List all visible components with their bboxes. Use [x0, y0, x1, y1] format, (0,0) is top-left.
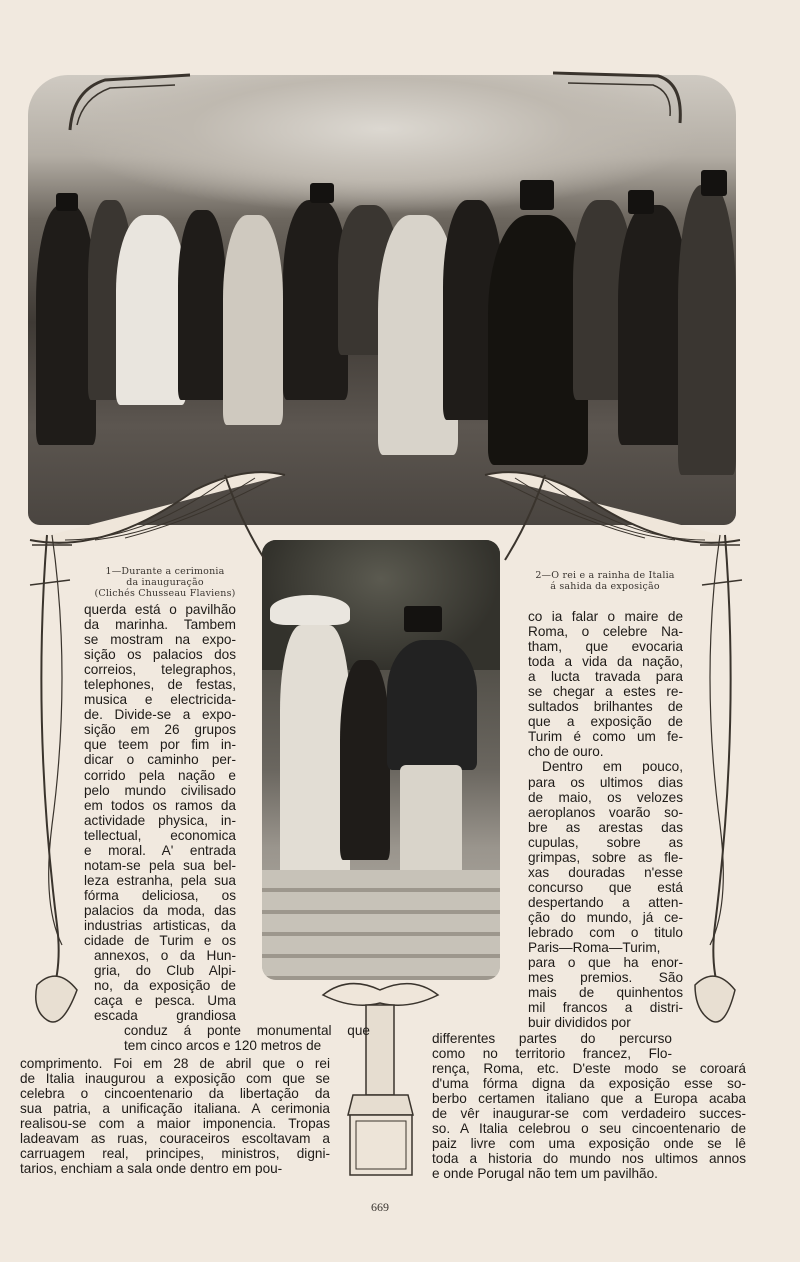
text-line: tellectual, economica — [84, 827, 236, 843]
text-line: grimpas, sobre as fle- — [528, 849, 683, 865]
ornament-center-pedestal-icon — [318, 975, 443, 1185]
caption-photo-2 — [520, 570, 690, 592]
text-line: carruagem real, principes, ministros, digni- — [20, 1146, 330, 1162]
text-line: paiz livre com uma exposição onde se lê — [432, 1136, 746, 1152]
text-line: d'uma fórma digna da exposição esse so- — [432, 1076, 746, 1092]
text-line: conduz á ponte monumental que — [124, 1023, 370, 1039]
caption-photo-1 — [85, 566, 245, 599]
text-line: de vêr inaugurar-se com verdadeiro succes- — [432, 1106, 746, 1122]
text-line: Dentro em pouco, — [542, 759, 683, 775]
text-line: sição os palacios dos — [84, 647, 236, 663]
text-line: notam-se pela sua bel- — [84, 857, 236, 873]
text-line: em todos os ramos da — [84, 797, 236, 813]
text-line: que a exposição de — [528, 714, 683, 730]
text-column-left-full — [20, 1056, 330, 1176]
text-line: aeroplanos voarão so- — [528, 804, 683, 820]
text-line: rença, Roma, etc. D'este modo se coroará — [432, 1061, 746, 1077]
text-line: comprimento. Foi em 28 de abril que o rei — [20, 1056, 330, 1071]
ornament-left-vine-column-icon — [22, 525, 92, 1045]
caption-line: (Clichés Chusseau Flaviens) — [94, 588, 236, 599]
caption-line: 2—O rei e a rainha de Italia — [535, 570, 675, 581]
text-column-right-full — [432, 1031, 746, 1181]
text-line: musica e electricida- — [84, 692, 236, 708]
text-line: caça e pesca. Uma — [94, 993, 236, 1009]
text-line: cho de ouro. — [528, 744, 604, 760]
text-line: a lucta travada para — [528, 669, 683, 685]
text-line: sição em 26 grupos — [84, 722, 236, 738]
text-line: sua patria, a unificação italiana. A cerimonia — [20, 1101, 330, 1117]
ornament-top-right-scroll-icon — [548, 68, 688, 128]
text-line: sultados brilhantes de — [528, 699, 683, 715]
text-line: corrido pela nação e — [84, 767, 236, 783]
text-line: dicar o caminho per- — [84, 752, 236, 768]
text-line: no, da exposição de — [94, 978, 236, 994]
text-line: Roma, o celebre Na- — [528, 624, 683, 640]
page-number: 669 — [371, 1200, 389, 1214]
text-line: correios, telegraphos, — [84, 662, 236, 678]
text-line: de Italia inaugurou a exposição com que se — [20, 1071, 330, 1087]
caption-line: á sahida da exposição — [550, 581, 660, 592]
text-line: co ia falar o maire de — [528, 609, 683, 624]
text-line: gria, do Club Alpi- — [94, 963, 236, 979]
text-line: leza estranha, pela sua — [84, 872, 236, 888]
text-line: que teem por fim in- — [84, 737, 236, 753]
text-line: ção do mundo, já ce- — [528, 909, 683, 925]
text-line: se mostram na expo- — [84, 632, 236, 648]
text-line: despertando a atten- — [528, 894, 683, 910]
caption-line: da inauguração — [126, 577, 204, 588]
text-line: para o que ha enor- — [528, 955, 683, 971]
text-line: toda a historia do mundo nos ultimos annos — [432, 1151, 746, 1167]
text-line: realisou-se com a maior imponencia. Tropas — [20, 1116, 330, 1132]
text-line: berbo certamen italiano que a Europa acaba — [432, 1091, 746, 1107]
text-line: mil francos a distri- — [528, 1000, 683, 1016]
text-line: industrias artisticas, da — [84, 917, 236, 933]
text-line: querda está o pavilhão — [84, 602, 236, 617]
text-line: differentes partes do percurso — [432, 1031, 672, 1046]
text-line: buir divididos por — [528, 1015, 631, 1031]
text-line: e moral. A' entrada — [84, 842, 236, 858]
text-line: e onde Porugal não tem um pavilhão. — [432, 1166, 658, 1182]
text-column-left-narrow — [84, 602, 370, 1054]
text-line: lebrado com o titulo — [528, 924, 683, 940]
text-line: se chegar a estes re- — [528, 684, 683, 700]
text-line: palacios da moda, das — [84, 902, 236, 918]
text-line: tem cinco arcos e 120 metros de — [124, 1038, 322, 1054]
text-line: mais de quinhentos — [528, 985, 683, 1001]
photo-king-queen-exit — [262, 540, 500, 980]
text-line: actividade physica, in- — [84, 812, 236, 828]
text-line: xas douradas n'esse — [528, 864, 683, 880]
text-line: Paris—Roma—Turim, — [528, 940, 661, 956]
text-line: de. Divide-se a expo- — [84, 707, 236, 723]
text-line: da marinha. Tambem — [84, 617, 236, 633]
text-line: tham, que evocaria — [528, 639, 683, 655]
text-line: tarios, enchiam a sala onde dentro em pou- — [20, 1161, 283, 1177]
ornament-right-vine-column-icon — [685, 525, 755, 1045]
text-line: como no territorio francez, Flo- — [432, 1046, 672, 1062]
text-line: Turim é como um fe- — [528, 729, 683, 745]
text-line: escada grandiosa — [94, 1008, 236, 1024]
text-line: telephones, de festas, — [84, 677, 236, 693]
ornament-top-left-scroll-icon — [65, 70, 195, 140]
caption-line: 1—Durante a cerimonia — [105, 566, 225, 577]
text-line: para os ultimos dias — [528, 774, 683, 790]
text-line: concurso que está — [528, 879, 683, 895]
text-line: bre as arestas das — [528, 819, 683, 835]
text-line: annexos, o da Hun- — [94, 948, 236, 964]
text-line: fórma deliciosa, os — [84, 887, 236, 903]
text-line: cidade de Turim e os — [84, 933, 236, 949]
text-line: mes premios. São — [528, 970, 683, 986]
text-line: ladeavam as ruas, couraceiros escoltavam a — [20, 1131, 330, 1147]
photo-inauguration-ceremony — [28, 75, 736, 525]
text-line: de maio, os velozes — [528, 789, 683, 805]
text-line: so. A Italia celebrou o seu cincoentenario de — [432, 1121, 746, 1137]
text-line: celebra o cincoentenario da libertação da — [20, 1086, 330, 1102]
text-line: cupulas, sobre as — [528, 834, 683, 850]
text-column-right-narrow — [528, 609, 683, 1030]
text-line: toda a vida da nação, — [528, 654, 683, 670]
text-line: pelo mundo civilisado — [84, 782, 236, 798]
